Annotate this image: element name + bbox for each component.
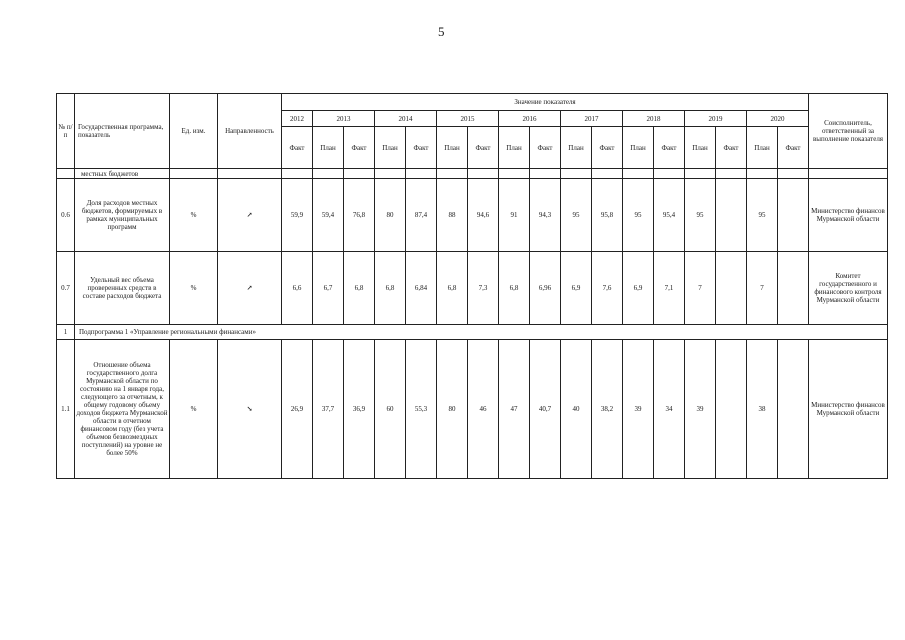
- value-cell: 59,4: [313, 179, 344, 252]
- row-num: 0.7: [57, 252, 75, 325]
- executor: Министерство финансов Мурманской области: [809, 340, 888, 479]
- indicator-table: [56, 93, 888, 479]
- header-value-group: Значение показателя: [282, 94, 809, 111]
- value-cell: 6,8: [499, 252, 530, 325]
- value-cell: 6,96: [530, 252, 561, 325]
- value-cell: 46: [468, 340, 499, 479]
- value-cell: 91: [499, 179, 530, 252]
- continuation-text: местных бюджетов: [75, 169, 170, 179]
- subcol-header: Факт: [282, 127, 313, 169]
- year-2017: 2017: [561, 111, 623, 127]
- header-program: Государственная программа, показатель: [75, 94, 170, 169]
- subcol-header: Факт: [406, 127, 437, 169]
- value-cell: 39: [685, 340, 716, 479]
- year-2013: 2013: [313, 111, 375, 127]
- year-2014: 2014: [375, 111, 437, 127]
- subcol-header: Факт: [716, 127, 747, 169]
- value-cell: 7: [747, 252, 778, 325]
- up-arrow-icon: ↗: [218, 179, 282, 252]
- row-num: 0.6: [57, 179, 75, 252]
- subprogram-num: 1: [57, 325, 75, 340]
- value-cell: [778, 340, 809, 479]
- page-number: 5: [438, 24, 445, 39]
- value-cell: 95: [561, 179, 592, 252]
- value-cell: 47: [499, 340, 530, 479]
- up-arrow-icon: ↗: [218, 252, 282, 325]
- subcol-header: План: [375, 127, 406, 169]
- value-cell: 94,3: [530, 179, 561, 252]
- executor: Министерство финансов Мурманской области: [809, 179, 888, 252]
- subcol-header: Факт: [592, 127, 623, 169]
- value-cell: 6,8: [344, 252, 375, 325]
- value-cell: 40,7: [530, 340, 561, 479]
- value-cell: 38,2: [592, 340, 623, 479]
- subcol-header: План: [313, 127, 344, 169]
- value-cell: 34: [654, 340, 685, 479]
- value-cell: 94,6: [468, 179, 499, 252]
- year-2019: 2019: [685, 111, 747, 127]
- year-2012: 2012: [282, 111, 313, 127]
- down-arrow-icon: ↘: [218, 340, 282, 479]
- value-cell: 95,4: [654, 179, 685, 252]
- unit: %: [170, 340, 218, 479]
- year-2015: 2015: [437, 111, 499, 127]
- header-num: № п/п: [57, 94, 75, 169]
- value-cell: 6,9: [623, 252, 654, 325]
- value-cell: 88: [437, 179, 468, 252]
- value-cell: 55,3: [406, 340, 437, 479]
- value-cell: 95: [685, 179, 716, 252]
- value-cell: 95,8: [592, 179, 623, 252]
- value-cell: 7,3: [468, 252, 499, 325]
- header-executor: Соисполнитель, ответственный за выполнение показателя: [809, 94, 888, 169]
- value-cell: 7,1: [654, 252, 685, 325]
- cont-num: [57, 169, 75, 179]
- value-cell: 7: [685, 252, 716, 325]
- value-cell: 40: [561, 340, 592, 479]
- subcol-header: Факт: [654, 127, 685, 169]
- unit: %: [170, 179, 218, 252]
- value-cell: 80: [375, 179, 406, 252]
- value-cell: 37,7: [313, 340, 344, 479]
- value-cell: 6,84: [406, 252, 437, 325]
- row-num: 1.1: [57, 340, 75, 479]
- subcol-header: План: [499, 127, 530, 169]
- subcol-header: План: [623, 127, 654, 169]
- value-cell: 95: [747, 179, 778, 252]
- value-cell: [716, 252, 747, 325]
- subcol-header: Факт: [778, 127, 809, 169]
- value-cell: 36,9: [344, 340, 375, 479]
- indicator-name: Удельный вес объема проверенных средств в составе расходов бюджета: [75, 252, 170, 325]
- header-direction: Направленность: [218, 94, 282, 169]
- table-row: [57, 252, 888, 325]
- subcol-header: Факт: [530, 127, 561, 169]
- value-cell: 6,7: [313, 252, 344, 325]
- value-cell: 26,9: [282, 340, 313, 479]
- value-cell: 39: [623, 340, 654, 479]
- year-2020: 2020: [747, 111, 809, 127]
- header-unit: Ед. изм.: [170, 94, 218, 169]
- subcol-header: Факт: [344, 127, 375, 169]
- value-cell: [778, 179, 809, 252]
- value-cell: 95: [623, 179, 654, 252]
- year-2018: 2018: [623, 111, 685, 127]
- unit: %: [170, 252, 218, 325]
- subprogram-row: [57, 325, 888, 340]
- value-cell: [716, 179, 747, 252]
- value-cell: 6,8: [375, 252, 406, 325]
- value-cell: 6,8: [437, 252, 468, 325]
- value-cell: 6,9: [561, 252, 592, 325]
- value-cell: 38: [747, 340, 778, 479]
- indicator-name: Отношение объема государственного долга Мурманской области по состоянию на 1 января года, следующего за отчетным, к общему годовому объему доходов бюджета Мурманской области в отчетном финансовом году (без учета объемов безвозмездных поступлений) на уровне не более 50%: [75, 340, 170, 479]
- subcol-header: Факт: [468, 127, 499, 169]
- value-cell: 76,8: [344, 179, 375, 252]
- subcol-header: План: [437, 127, 468, 169]
- year-2016: 2016: [499, 111, 561, 127]
- value-cell: [716, 340, 747, 479]
- value-cell: [778, 252, 809, 325]
- value-cell: 7,6: [592, 252, 623, 325]
- value-cell: 87,4: [406, 179, 437, 252]
- subprogram-title: Подпрограмма 1 «Управление региональными финансами»: [75, 325, 888, 340]
- value-cell: 6,6: [282, 252, 313, 325]
- table-row: [57, 340, 888, 479]
- value-cell: 60: [375, 340, 406, 479]
- value-cell: 80: [437, 340, 468, 479]
- subcol-header: План: [561, 127, 592, 169]
- value-cell: 59,9: [282, 179, 313, 252]
- executor: Комитет государственного и финансового контроля Мурманской области: [809, 252, 888, 325]
- indicator-name: Доля расходов местных бюджетов, формируемых в рамках муниципальных программ: [75, 179, 170, 252]
- table-row: [57, 179, 888, 252]
- subcol-header: План: [685, 127, 716, 169]
- subcol-header: План: [747, 127, 778, 169]
